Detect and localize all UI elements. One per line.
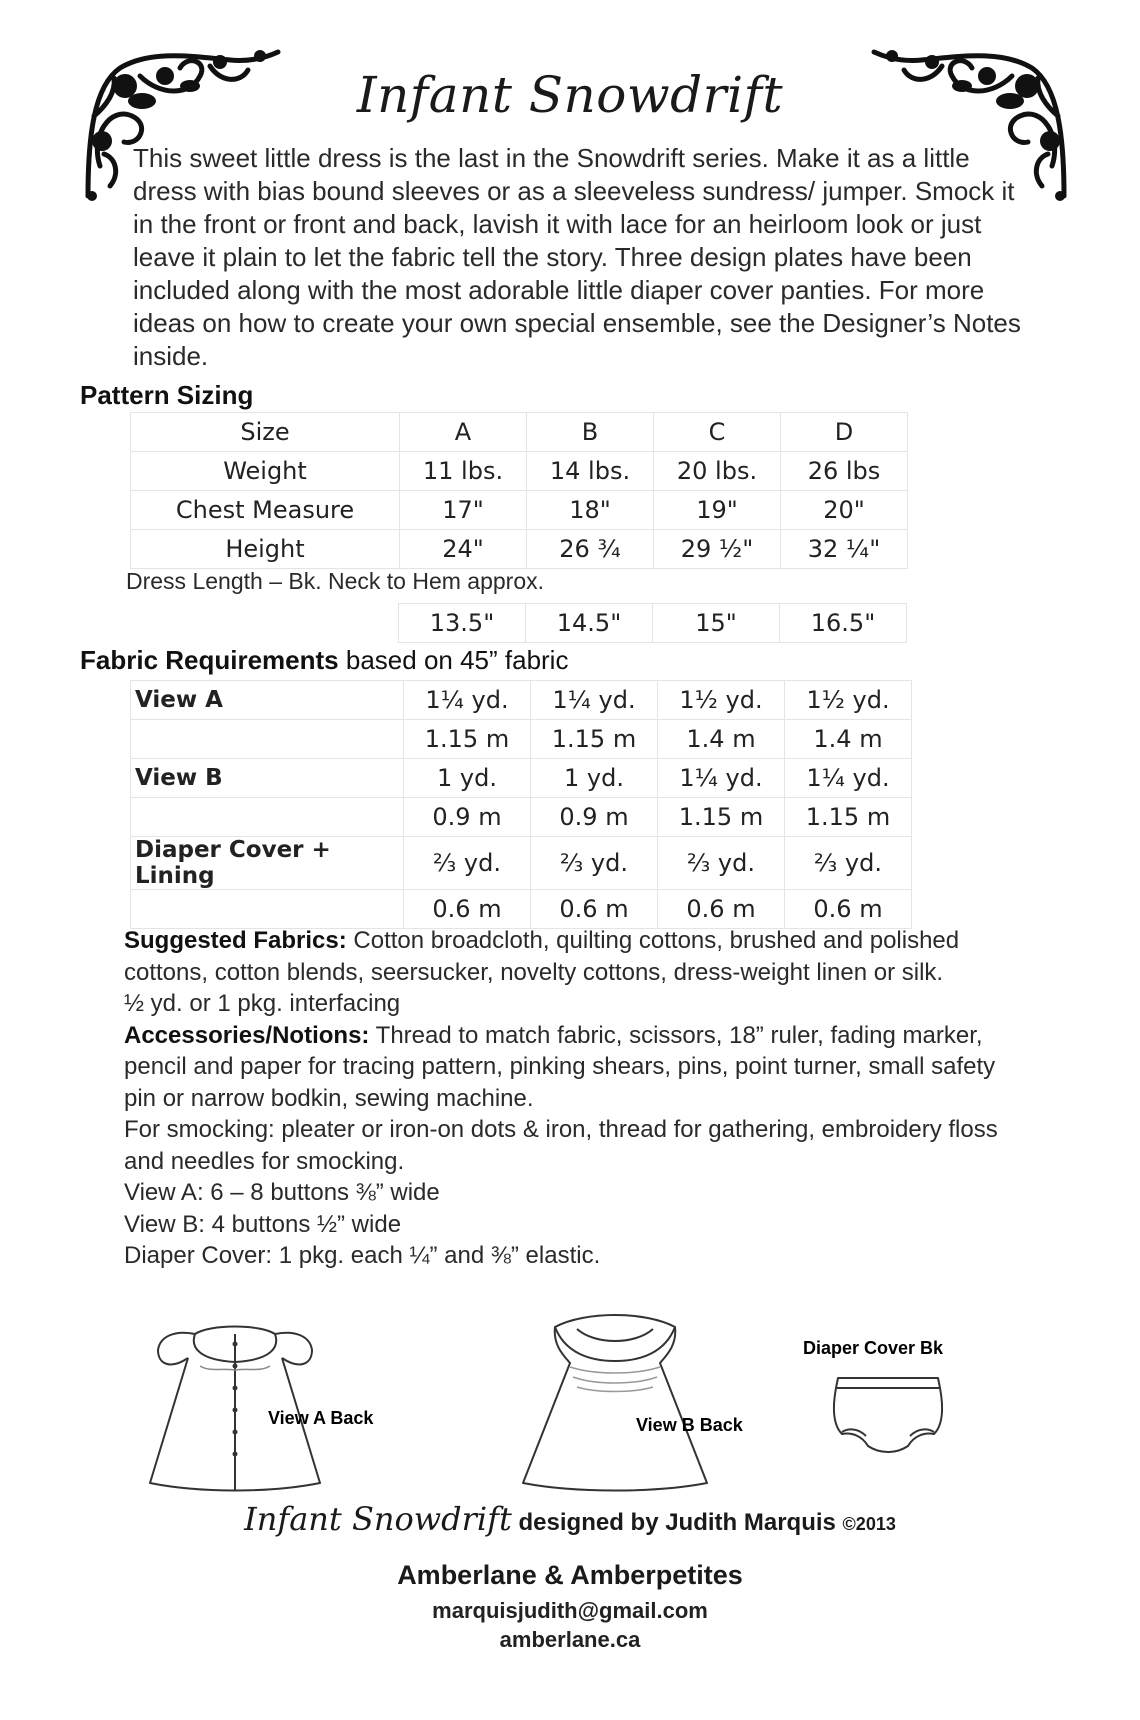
table-cell: 26 lbs (781, 452, 908, 491)
table-cell: 1.15 m (785, 798, 912, 837)
table-cell: 1¼ yd. (404, 681, 531, 720)
table-cell: 0.6 m (658, 890, 785, 929)
dress-length-label: Dress Length – Bk. Neck to Hem approx. (126, 568, 545, 594)
table-cell: 0.9 m (404, 798, 531, 837)
table-row (399, 604, 907, 643)
table-row (131, 720, 912, 759)
table-cell: 14 lbs. (527, 452, 654, 491)
table-cell: 14.5" (526, 604, 653, 643)
table-cell (131, 890, 404, 929)
brand-name: Amberlane & Amberpetites (397, 1560, 743, 1590)
table-cell: 1¼ yd. (531, 681, 658, 720)
designer-credit (0, 1500, 1140, 1538)
table-cell: C (654, 413, 781, 452)
table-cell: Chest Measure (131, 491, 400, 530)
table-cell: 18" (527, 491, 654, 530)
table-cell: 19" (654, 491, 781, 530)
table-cell: 24" (400, 530, 527, 569)
table-row (131, 837, 912, 890)
table-cell: 1.4 m (658, 720, 785, 759)
table-cell: 1.15 m (404, 720, 531, 759)
table-row (131, 452, 908, 491)
table-cell: 13.5" (399, 604, 526, 643)
table-cell: 0.6 m (404, 890, 531, 929)
table-cell: 15" (653, 604, 780, 643)
notions-text: Thread to match fabric, scissors, 18” ruler, fading marker, pencil and paper for tracing pattern, pinking shears, pins, point turner, small safety pin or narrow bodkin, sewing machine. (124, 1021, 996, 1112)
notions-label: Accessories/Notions: (124, 1021, 370, 1049)
diaper-elastic: Diaper Cover: 1 pkg. each ¼” and ⅜” elastic. (124, 1242, 601, 1269)
table-cell: View A (131, 681, 404, 720)
table-cell: 11 lbs. (400, 452, 527, 491)
table-cell: 1.15 m (531, 720, 658, 759)
interfacing-note: ½ yd. or 1 pkg. interfacing (124, 990, 401, 1017)
view-b-back-dress-icon (515, 1305, 715, 1495)
materials-details (124, 925, 1004, 1272)
table-cell: ⅔ yd. (785, 837, 912, 890)
diaper-cover-back-icon (828, 1370, 948, 1455)
table-cell: ⅔ yd. (531, 837, 658, 890)
table-cell: 1 yd. (404, 759, 531, 798)
contact-email: marquisjudith@gmail.com (432, 1598, 708, 1623)
table-row (131, 759, 912, 798)
copyright-text: ©2013 (842, 1514, 896, 1534)
smocking-note: For smocking: pleater or iron-on dots & iron, thread for gathering, embroidery floss and needles for smocking. (124, 1116, 998, 1175)
table-cell: 20 lbs. (654, 452, 781, 491)
fabric-requirements-table (130, 680, 912, 929)
table-cell (131, 798, 404, 837)
page-title: Infant Snowdrift (356, 66, 784, 124)
table-cell: 1.15 m (658, 798, 785, 837)
fabric-requirements-suffix: based on 45” fabric (345, 645, 569, 675)
designed-by-text: designed by Judith Marquis (511, 1509, 843, 1536)
view-a-buttons: View A: 6 – 8 buttons ⅜” wide (124, 1179, 440, 1206)
table-row (131, 530, 908, 569)
table-cell: 26 ¾ (527, 530, 654, 569)
suggested-fabrics-label: Suggested Fabrics: (124, 927, 347, 954)
table-cell: ⅔ yd. (404, 837, 531, 890)
view-a-back-dress-icon (140, 1318, 330, 1493)
table-row (131, 798, 912, 837)
dress-length-table (398, 603, 907, 643)
table-cell: 29 ½" (654, 530, 781, 569)
table-cell: 17" (400, 491, 527, 530)
pattern-sizing-heading: Pattern Sizing (80, 380, 254, 410)
table-cell: D (781, 413, 908, 452)
table-cell: B (527, 413, 654, 452)
fabric-requirements-heading (80, 645, 568, 676)
table-cell: 0.9 m (531, 798, 658, 837)
table-cell: 0.6 m (531, 890, 658, 929)
table-cell (131, 720, 404, 759)
notions (124, 1020, 1004, 1115)
table-cell: A (400, 413, 527, 452)
diaper-cover-back-label: Diaper Cover Bk (803, 1338, 944, 1358)
website: amberlane.ca (499, 1627, 641, 1652)
table-cell: ⅔ yd. (658, 837, 785, 890)
table-cell: 20" (781, 491, 908, 530)
fabric-requirements-title: Fabric Requirements (80, 645, 339, 675)
table-cell: 16.5" (780, 604, 907, 643)
table-cell: 32 ¼" (781, 530, 908, 569)
view-b-buttons: View B: 4 buttons ½” wide (124, 1210, 402, 1238)
table-cell: 1½ yd. (785, 681, 912, 720)
table-cell: 1½ yd. (658, 681, 785, 720)
table-cell: 1.4 m (785, 720, 912, 759)
suggested-fabrics-text: Cotton broadcloth, quilting cottons, brushed and polished cottons, cotton blends, seersucker, novelty cottons, dress-weight linen or silk. (124, 927, 960, 986)
table-row (131, 413, 908, 452)
suggested-fabrics (124, 925, 1004, 988)
table-cell: 1¼ yd. (785, 759, 912, 798)
table-cell: Diaper Cover + Lining (131, 837, 404, 890)
sizing-table (130, 412, 908, 569)
table-cell: View B (131, 759, 404, 798)
view-a-back-label: View A Back (268, 1408, 374, 1428)
table-row (131, 491, 908, 530)
table-cell: Height (131, 530, 400, 569)
table-cell: Size (131, 413, 400, 452)
footer-script-title: Infant Snowdrift (244, 1500, 512, 1538)
view-b-back-label: View B Back (636, 1415, 743, 1435)
table-cell: Weight (131, 452, 400, 491)
table-row (131, 890, 912, 929)
table-cell: 0.6 m (785, 890, 912, 929)
table-row (131, 681, 912, 720)
table-cell: 1¼ yd. (658, 759, 785, 798)
intro-paragraph: This sweet little dress is the last in the Snowdrift series. Make it as a little dress with bias bound sleeves or as a sleeveless sundress/ jumper. Smock it in the front or front and back, lavish it with lace for an heirloom look or just leave it plain to let the fabric tell the story. Three design plates have been included along with the most adorable little diaper cover panties. For more ideas on how to create your own special ensemble, see the Designer’s Notes inside. (133, 143, 1021, 371)
table-cell: 1 yd. (531, 759, 658, 798)
